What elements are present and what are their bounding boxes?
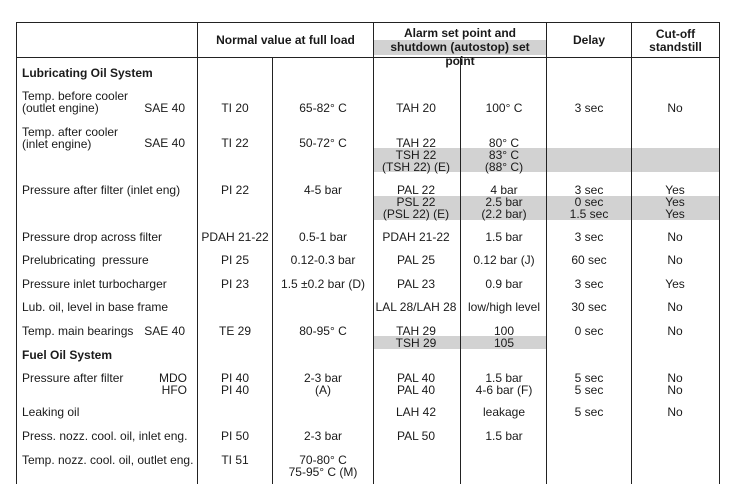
column-divider bbox=[460, 57, 461, 484]
header-bottom-border bbox=[16, 57, 719, 58]
cell-normal-value: 1.5 ±0.2 bar (D) bbox=[281, 277, 365, 291]
cell-normal-value: 4-5 bar bbox=[303, 183, 343, 197]
cell-description: Lub. oil, level in base frame bbox=[22, 300, 169, 314]
cell-alarm-tag: TAH 29 TSH 29 bbox=[395, 324, 437, 350]
column-divider bbox=[272, 57, 273, 484]
section-title-fuel-oil: Fuel Oil System bbox=[22, 348, 113, 362]
header-alarm-line2: shutdown (autostop) set bbox=[390, 40, 530, 54]
column-divider bbox=[546, 22, 547, 484]
cell-cutoff: Yes bbox=[665, 277, 685, 291]
cell-tag: PI 50 bbox=[220, 429, 250, 443]
cell-description: Prelubricating pressure bbox=[22, 253, 149, 267]
cell-cutoff: No bbox=[667, 300, 683, 314]
cell-alarm-tag: PAL 25 bbox=[396, 253, 436, 267]
cell-description: Pressure drop across filter bbox=[22, 230, 163, 244]
table-left-border bbox=[16, 22, 17, 484]
cell-normal-value: 0.5-1 bar bbox=[298, 230, 348, 244]
cell-alarm-value: leakage bbox=[482, 405, 526, 419]
cell-alarm-tag: LAL 28/LAH 28 bbox=[375, 300, 457, 314]
cell-tag: TI 51 bbox=[221, 453, 249, 467]
cell-tag: PI 23 bbox=[220, 277, 250, 291]
cell-alarm-tag: PAL 40 PAL 40 bbox=[396, 371, 436, 397]
cell-alarm-value: 100° C bbox=[485, 101, 523, 115]
cell-cutoff: No bbox=[667, 324, 683, 338]
cell-description: Temp. nozz. cool. oil, outlet eng. bbox=[22, 453, 194, 467]
cell-tag: PI 25 bbox=[220, 253, 250, 267]
cell-normal-value: 50-72° C bbox=[299, 136, 347, 150]
header-cutoff-line2: standstill bbox=[649, 40, 702, 54]
cell-alarm-value: 0.12 bar (J) bbox=[473, 253, 535, 267]
cell-tag: PDAH 21-22 bbox=[201, 230, 269, 244]
cell-alarm-value: 4 bar 2.5 bar (2.2 bar) bbox=[481, 183, 527, 221]
cell-description: Temp. main bearings bbox=[22, 324, 134, 338]
cell-oil-grade: SAE 40 bbox=[144, 136, 185, 150]
cell-alarm-value: 0.9 bar bbox=[485, 277, 523, 291]
cell-description: Press. nozz. cool. oil, inlet eng. bbox=[22, 429, 188, 443]
cell-normal-value: 2-3 bar bbox=[303, 429, 343, 443]
cell-cutoff: No bbox=[667, 253, 683, 267]
cell-alarm-tag: TAH 20 bbox=[396, 101, 436, 115]
column-divider bbox=[197, 22, 198, 484]
cell-tag: TI 20 bbox=[221, 101, 249, 115]
cell-cutoff: No bbox=[667, 405, 683, 419]
header-cutoff-line1: Cut-off bbox=[655, 27, 696, 41]
cell-delay: 3 sec bbox=[574, 230, 604, 244]
cell-alarm-value: 1.5 bar bbox=[485, 429, 523, 443]
cell-normal-value: 2-3 bar (A) bbox=[303, 371, 343, 397]
cell-oil-grade: SAE 40 bbox=[144, 101, 185, 115]
cell-tag: TI 22 bbox=[221, 136, 249, 150]
cell-description: Temp. before cooler (outlet engine) bbox=[22, 89, 129, 115]
cell-tag: PI 40 PI 40 bbox=[220, 371, 250, 397]
column-divider bbox=[373, 22, 374, 484]
header-normal-value: Normal value at full load bbox=[216, 33, 355, 47]
cell-alarm-tag: PAL 22 PSL 22 (PSL 22) (E) bbox=[382, 183, 450, 221]
cell-tag: TE 29 bbox=[218, 324, 252, 338]
header-delay: Delay bbox=[572, 33, 606, 47]
cell-alarm-value: 1.5 bar bbox=[485, 230, 523, 244]
table-right-border bbox=[719, 22, 720, 484]
cell-alarm-value: low/high level bbox=[467, 300, 541, 314]
cell-normal-value: 80-95° C bbox=[299, 324, 347, 338]
cell-alarm-value: 80° C 83° C (88° C) bbox=[484, 136, 524, 174]
cell-alarm-tag: TAH 22 TSH 22 (TSH 22) (E) bbox=[381, 136, 451, 174]
header-alarm-line1: Alarm set point and bbox=[403, 26, 516, 40]
cell-delay: 30 sec bbox=[571, 300, 607, 314]
cell-delay: 5 sec 5 sec bbox=[574, 371, 604, 397]
cell-cutoff: Yes Yes Yes bbox=[665, 183, 685, 221]
cell-cutoff: No bbox=[667, 101, 683, 115]
table-top-border bbox=[16, 22, 719, 23]
cell-tag: PI 22 bbox=[220, 183, 250, 197]
section-title-lubricating-oil: Lubricating Oil System bbox=[22, 66, 153, 80]
cell-alarm-tag: PDAH 21-22 bbox=[382, 230, 450, 244]
cell-cutoff: No bbox=[667, 230, 683, 244]
cell-oil-grade: SAE 40 bbox=[144, 324, 185, 338]
header-alarm-line3: point bbox=[445, 54, 475, 68]
cell-alarm-value: 100 105 bbox=[493, 324, 515, 350]
cell-description: Temp. after cooler (inlet engine) bbox=[22, 125, 119, 151]
cell-description: Pressure after filter (inlet eng) bbox=[22, 183, 181, 197]
cell-normal-value: 65-82° C bbox=[299, 101, 347, 115]
cell-description: Pressure inlet turbocharger bbox=[22, 277, 167, 291]
cell-alarm-tag: PAL 50 bbox=[396, 429, 436, 443]
cell-delay: 3 sec bbox=[574, 101, 604, 115]
cell-normal-value: 0.12-0.3 bar bbox=[290, 253, 356, 267]
cell-cutoff: No No bbox=[667, 371, 683, 397]
cell-delay: 3 sec bbox=[574, 277, 604, 291]
cell-delay: 0 sec bbox=[574, 324, 604, 338]
cell-oil-grade: MDO HFO bbox=[159, 371, 187, 397]
cell-alarm-value: 1.5 bar 4-6 bar (F) bbox=[475, 371, 533, 397]
cell-alarm-tag: PAL 23 bbox=[396, 277, 436, 291]
cell-delay: 5 sec bbox=[574, 405, 604, 419]
cell-description: Leaking oil bbox=[22, 405, 80, 419]
cell-delay: 60 sec bbox=[571, 253, 607, 267]
cell-alarm-tag: LAH 42 bbox=[395, 405, 437, 419]
column-divider bbox=[631, 22, 632, 484]
cell-normal-value: 70-80° C 75-95° C (M) bbox=[288, 453, 358, 479]
cell-delay: 3 sec 0 sec 1.5 sec bbox=[569, 183, 609, 221]
cell-description: Pressure after filter bbox=[22, 371, 124, 385]
